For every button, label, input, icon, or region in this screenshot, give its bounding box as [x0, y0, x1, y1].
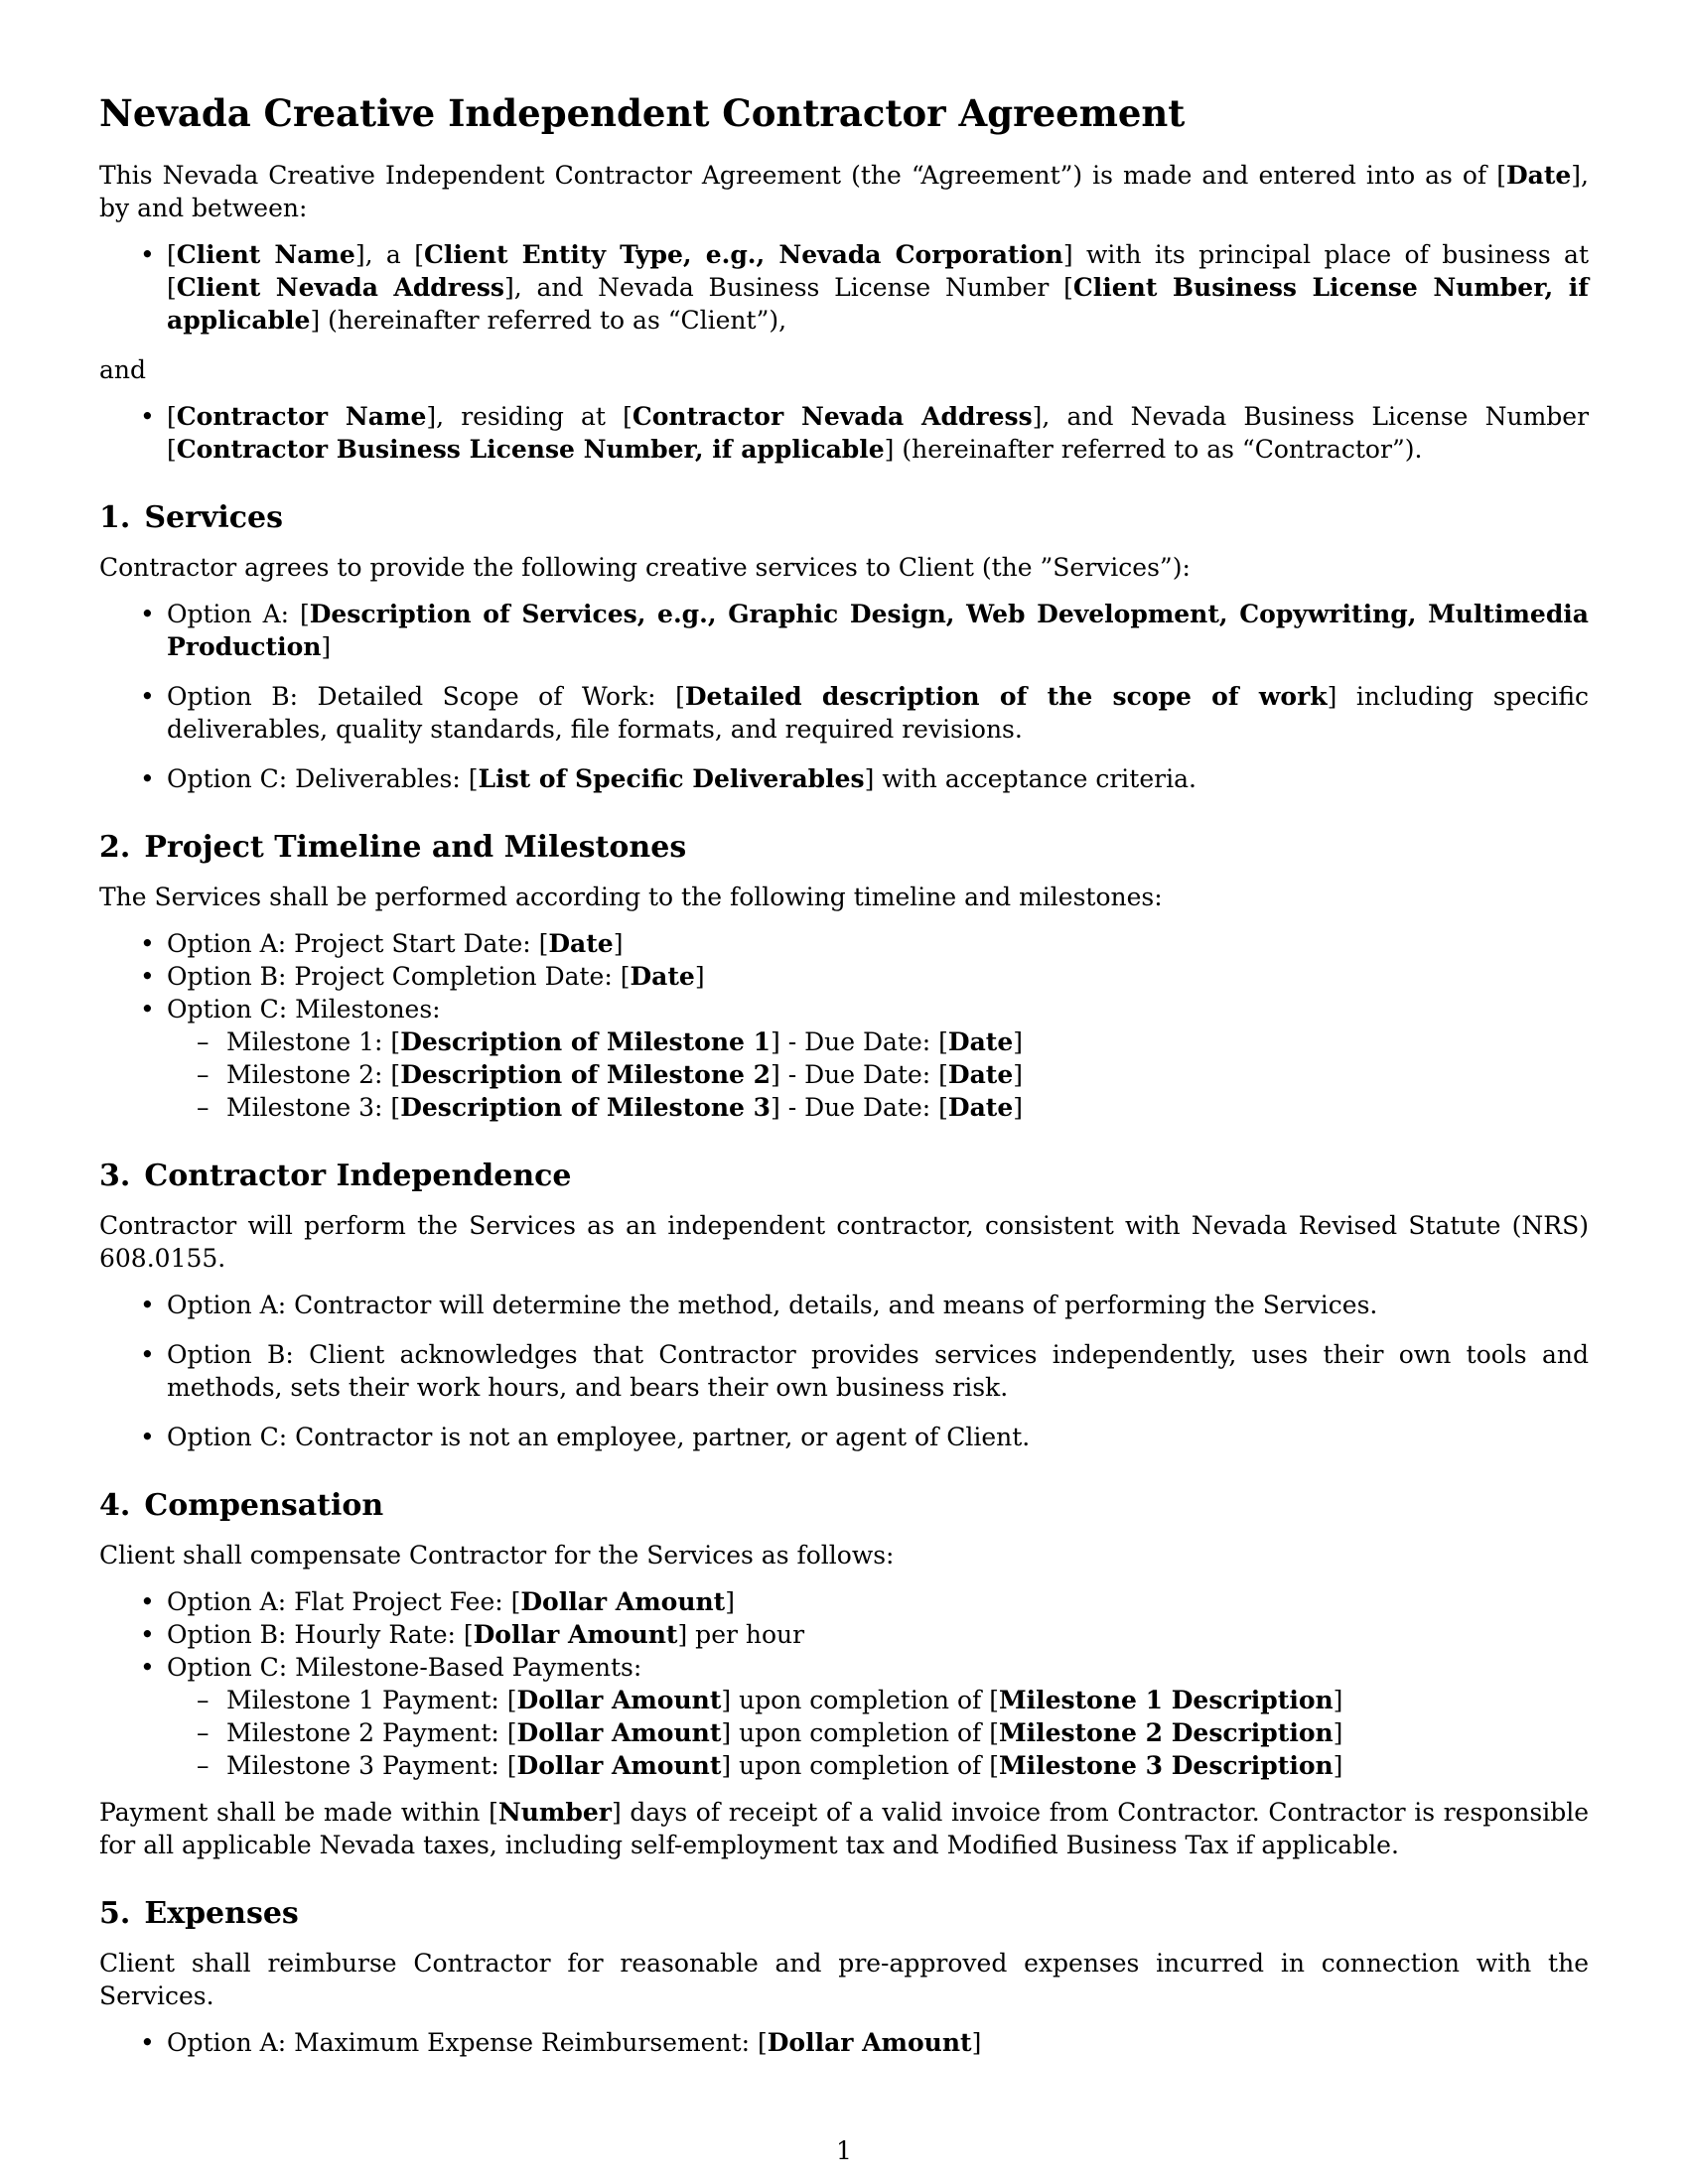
list-item — [167, 680, 1589, 746]
text: ] — [1013, 1060, 1024, 1089]
text: ], and Nevada Business License Number [ — [167, 402, 1590, 464]
client-party-item — [167, 238, 1589, 337]
text: ] per hour — [677, 1620, 805, 1649]
intro-date-placeholder: Date — [1505, 161, 1572, 190]
text: Milestone 1 Payment: [ — [226, 1686, 517, 1714]
section-heading-timeline — [99, 829, 1589, 867]
compensation-intro: Client shall compensate Contractor for the Services as follows: — [99, 1541, 895, 1570]
placeholder: Dollar Amount — [473, 1620, 678, 1649]
contractor-address-placeholder: Contractor Nevada Address — [632, 402, 1033, 431]
intro-text-end: ], by and between: — [99, 161, 1589, 222]
text: ] (hereinafter referred to as “Contractor”). — [884, 435, 1423, 464]
timeline-intro: The Services shall be performed according to the following timeline and milestones: — [99, 883, 1163, 911]
contractor-license-placeholder: Contractor Business License Number, if applicable — [176, 435, 885, 464]
text: ] - Due Date: [ — [771, 1060, 948, 1089]
text: Option B: Hourly Rate: [ — [167, 1620, 474, 1649]
text: ] — [1333, 1718, 1343, 1747]
placeholder: Date — [630, 962, 695, 991]
section-title: Expenses — [144, 1896, 299, 1931]
section-title: Services — [144, 500, 283, 535]
list-item — [167, 993, 1589, 1124]
milestone-item — [226, 1091, 1589, 1124]
section-heading-expenses — [99, 1895, 1589, 1933]
text: ], a [ — [354, 240, 424, 269]
placeholder: Number — [497, 1798, 612, 1827]
expenses-intro: Client shall reimburse Contractor for reasonable and pre-approved expenses incurred in connection with the Services. — [99, 1949, 1589, 2010]
text: ], residing at [ — [426, 402, 633, 431]
list-item — [167, 762, 1589, 795]
placeholder: Description of Milestone 3 — [400, 1093, 772, 1122]
text: Option C: Deliverables: [ — [167, 764, 479, 793]
client-party-list — [99, 238, 1589, 337]
section-heading-independence — [99, 1158, 1589, 1195]
list-item — [167, 2026, 1589, 2059]
client-name-placeholder: Client Name — [176, 240, 355, 269]
and-connector: and — [99, 355, 147, 384]
text: Option A: Flat Project Fee: [ — [167, 1587, 521, 1616]
document-title: Nevada Creative Independent Contractor Agreement — [99, 91, 1186, 135]
text: Milestone 1: [ — [226, 1027, 401, 1056]
payment-item — [226, 1749, 1589, 1782]
payment-item — [226, 1684, 1589, 1716]
text: ] - Due Date: [ — [771, 1027, 948, 1056]
placeholder: List of Specific Deliverables — [478, 764, 865, 793]
text: ] including specific deliverables, quality standards, file formats, and required revisions. — [167, 682, 1590, 744]
services-intro: Contractor agrees to provide the following creative services to Client (the ”Services”): — [99, 553, 1191, 582]
list-item — [167, 1618, 1589, 1651]
placeholder: Dollar Amount — [516, 1718, 722, 1747]
milestone-item — [226, 1058, 1589, 1091]
section-number: 5. — [99, 1896, 131, 1931]
text: ] — [1013, 1027, 1024, 1056]
placeholder: Dollar Amount — [516, 1686, 722, 1714]
text: Milestone 2: [ — [226, 1060, 401, 1089]
text: [ — [167, 402, 177, 431]
list-item — [167, 598, 1589, 663]
placeholder: Milestone 1 Description — [998, 1686, 1334, 1714]
text: ] days of receipt of a valid invoice from Contractor. Contractor is responsible for all applicable Nevada taxes, including self-employment tax and Modified Business Tax if applicable. — [99, 1798, 1589, 1859]
section-number: 3. — [99, 1159, 131, 1193]
text: ] upon completion of [ — [721, 1751, 999, 1780]
text: ] — [1333, 1686, 1343, 1714]
list-item — [167, 927, 1589, 960]
text: ] — [1333, 1751, 1343, 1780]
text: ] — [613, 929, 624, 958]
text: Option A: Project Start Date: [ — [167, 929, 549, 958]
payment-item — [226, 1716, 1589, 1749]
placeholder: Description of Milestone 2 — [400, 1060, 772, 1089]
text: ] with its principal place of business at [ — [167, 240, 1590, 302]
text: ] — [971, 2028, 982, 2057]
text: ] — [321, 632, 332, 661]
milestone-item — [226, 1025, 1589, 1058]
independence-intro: Contractor will perform the Services as an independent contractor, consistent with Nevada Revised Statute (NRS) 608.0155. — [99, 1211, 1589, 1273]
contractor-party-item — [167, 400, 1589, 466]
section-number: 1. — [99, 500, 131, 535]
text: ] upon completion of [ — [721, 1718, 999, 1747]
payment-list — [167, 1684, 1589, 1782]
payment-terms — [99, 1796, 1589, 1861]
placeholder: Milestone 2 Description — [998, 1718, 1334, 1747]
placeholder: Dollar Amount — [516, 1751, 722, 1780]
section-title: Contractor Independence — [144, 1159, 572, 1193]
intro-text: This Nevada Creative Independent Contractor Agreement (the “Agreement”) is made and entered into as of [ — [99, 161, 1506, 190]
list-item: • Option B: Client acknowledges that Contractor provides services independently, uses their own tools and methods, sets their work hours, and bears their own business risk. — [167, 1338, 1589, 1404]
expenses-options — [99, 2026, 1589, 2059]
services-options — [99, 598, 1589, 795]
section-heading-services — [99, 499, 1589, 537]
text: Option A: [ — [167, 600, 310, 628]
text: Milestone 3 Payment: [ — [226, 1751, 517, 1780]
section-number: 2. — [99, 830, 131, 865]
placeholder: Dollar Amount — [767, 2028, 972, 2057]
text: ] with acceptance criteria. — [864, 764, 1196, 793]
section-heading-compensation — [99, 1487, 1589, 1525]
text: Milestone 3: [ — [226, 1093, 401, 1122]
client-license-placeholder: Client Business License Number, if applicable — [167, 273, 1589, 335]
document-page — [99, 91, 1589, 2076]
milestone-list — [167, 1025, 1589, 1124]
text: Milestone 2 Payment: [ — [226, 1718, 517, 1747]
list-item: • Option C: Contractor is not an employee, partner, or agent of Client. — [167, 1421, 1589, 1453]
text: Option B: Detailed Scope of Work: [ — [167, 682, 685, 711]
intro-paragraph — [99, 159, 1589, 224]
page-number: 1 — [836, 2136, 852, 2165]
section-title: Project Timeline and Milestones — [144, 830, 687, 865]
placeholder: Milestone 3 Description — [998, 1751, 1334, 1780]
text: ] (hereinafter referred to as “Client”), — [310, 306, 787, 335]
text: [ — [167, 240, 177, 269]
text: Option C: Milestones: — [167, 995, 441, 1024]
placeholder: Date — [947, 1060, 1014, 1089]
client-address-placeholder: Client Nevada Address — [176, 273, 505, 302]
text: ], and Nevada Business License Number [ — [504, 273, 1073, 302]
text: ] — [725, 1587, 735, 1616]
text: Option B: Project Completion Date: [ — [167, 962, 631, 991]
placeholder: Date — [947, 1093, 1014, 1122]
contractor-name-placeholder: Contractor Name — [176, 402, 427, 431]
text: ] — [694, 962, 705, 991]
placeholder: Description of Milestone 1 — [400, 1027, 772, 1056]
placeholder: Description of Services, e.g., Graphic Design, Web Development, Copywriting, Multimedia Production — [167, 600, 1589, 661]
section-title: Compensation — [144, 1488, 384, 1523]
text: ] upon completion of [ — [721, 1686, 999, 1714]
text: ] — [1013, 1093, 1024, 1122]
list-item — [167, 960, 1589, 993]
list-item — [167, 1651, 1589, 1782]
placeholder: Date — [947, 1027, 1014, 1056]
text: Option C: Milestone-Based Payments: — [167, 1653, 642, 1682]
client-entity-placeholder: Client Entity Type, e.g., Nevada Corporation — [423, 240, 1063, 269]
compensation-options — [99, 1585, 1589, 1782]
section-number: 4. — [99, 1488, 131, 1523]
text: Option A: Maximum Expense Reimbursement: [ — [167, 2028, 768, 2057]
timeline-options — [99, 927, 1589, 1124]
placeholder: Detailed description of the scope of work — [684, 682, 1328, 711]
independence-options — [99, 1289, 1589, 1453]
text: Payment shall be made within [ — [99, 1798, 498, 1827]
text: ] - Due Date: [ — [771, 1093, 948, 1122]
placeholder: Date — [548, 929, 614, 958]
list-item — [167, 1585, 1589, 1618]
list-item: • Option A: Contractor will determine the method, details, and means of performing the Services. — [167, 1289, 1589, 1321]
placeholder: Dollar Amount — [520, 1587, 726, 1616]
contractor-party-list — [99, 400, 1589, 466]
